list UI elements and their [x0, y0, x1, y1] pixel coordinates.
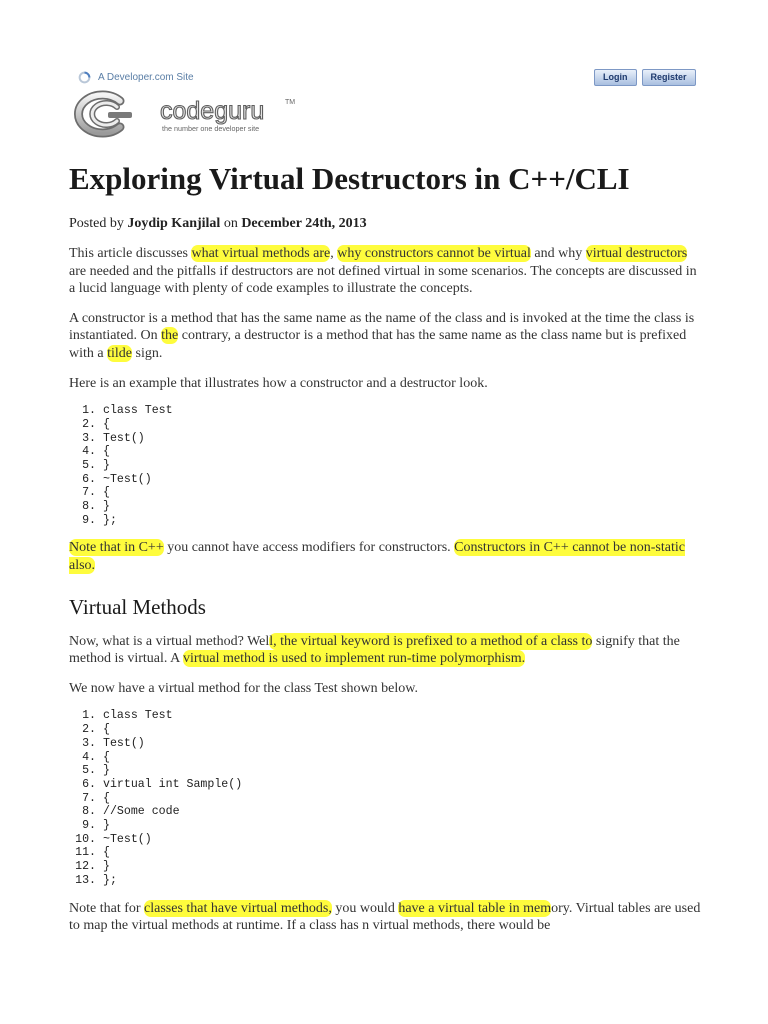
code-line-number: 3.: [82, 431, 96, 445]
code-text: Test(): [103, 431, 145, 445]
text-segment: cle discusses: [116, 246, 192, 261]
code-line-number: 2.: [82, 723, 96, 737]
code-text: {: [103, 486, 110, 500]
byline-posted-by: Posted by: [69, 216, 124, 231]
code-text: {: [103, 750, 110, 764]
code-text: };: [103, 873, 117, 887]
virtual-example-intro: [69, 680, 701, 698]
intro-paragraph: [69, 245, 701, 298]
code-text: {: [103, 791, 110, 805]
code-text: }: [103, 764, 110, 778]
text-segment: and why: [530, 246, 586, 261]
code-text: ~Test(): [103, 472, 152, 486]
code-text: }: [103, 458, 110, 472]
code-text: }: [103, 819, 110, 833]
code-line-number: 11.: [75, 846, 96, 860]
highlighted-text: the: [161, 328, 179, 344]
code-line-number: 4.: [82, 750, 96, 764]
code-line: [69, 404, 701, 418]
highlighted-text: classes that have virtual methods,: [144, 900, 332, 916]
code-line-number: 4.: [82, 445, 96, 459]
code-line-number: 5.: [82, 764, 96, 778]
code-line: [69, 874, 701, 888]
byline-date: December 24th, 2013: [241, 216, 367, 231]
code-line-number: 5.: [82, 458, 96, 472]
highlighted-text: virtual destructors: [585, 246, 688, 261]
highlighted-text: Constructors in C++ cannot be non-static also.: [69, 540, 685, 574]
code-line-number: 2.: [82, 417, 96, 431]
text-segment: ory. Virtual tables are used to map the virtual methods at runtime. If a class has n virtual methods, there would be: [69, 900, 701, 934]
svg-text:the number one developer site: the number one developer site: [162, 124, 260, 133]
code-line: [69, 778, 701, 792]
code-line: [69, 737, 701, 751]
code-block-virtual-method: [69, 709, 701, 887]
code-line: [69, 473, 701, 487]
codeguru-logo[interactable]: [68, 86, 308, 147]
highlighted-text: have a virtual table in mem: [398, 900, 552, 916]
code-line-number: 12.: [75, 860, 96, 874]
code-line-number: 1.: [82, 709, 96, 723]
code-line-number: 3.: [82, 736, 96, 750]
text-segment: ,: [330, 246, 338, 261]
highlighted-text: tilde: [107, 345, 132, 361]
svg-text:TM: TM: [285, 99, 296, 106]
example-intro-paragraph: [69, 375, 701, 393]
code-line: [69, 751, 701, 765]
code-line: [69, 860, 701, 874]
text-segment: We now have a virtual method for the class Test shown below.: [69, 680, 418, 696]
text-segment: are needed and the pitfalls if destructors are not defined virtual in some scenarios. The concepts are discussed in a lucid language with plenty of code examples to illustrate the concepts.: [69, 263, 697, 297]
text-segment: Note that for: [69, 900, 145, 916]
code-line: [69, 486, 701, 500]
code-line: [69, 819, 701, 833]
code-line: [69, 709, 701, 723]
constructor-paragraph: [69, 310, 701, 363]
code-line-number: 10.: [75, 832, 96, 846]
code-line: [69, 459, 701, 473]
code-text: }: [103, 500, 110, 514]
highlighted-text: why constructors cannot be virtual: [337, 246, 531, 261]
article-title: Exploring Virtual Destructors in C++/CLI: [69, 161, 630, 196]
code-line-number: 13.: [75, 873, 96, 887]
code-line: [69, 418, 701, 432]
code-line: [69, 723, 701, 737]
register-button[interactable]: Register: [642, 69, 696, 86]
code-line-number: 9.: [82, 513, 96, 527]
code-line: [69, 833, 701, 847]
virtual-table-paragraph: [69, 900, 701, 935]
byline-on: on: [223, 216, 238, 231]
code-text: Test(): [103, 736, 145, 750]
code-text: ~Test(): [103, 832, 152, 846]
code-text: //Some code: [103, 805, 180, 819]
code-line: [69, 805, 701, 819]
code-line-number: 7.: [82, 486, 96, 500]
code-line-number: 8.: [82, 805, 96, 819]
code-line-number: 9.: [82, 819, 96, 833]
text-segment: contrary, a destructor is a method that has the same name as the class name but is prefixed with a: [69, 328, 687, 361]
text-segment: A constructor is a method that has the same name as the name of the class and is invoked at the time the class is instantiated. On: [69, 310, 695, 344]
text-segment: Here is an example that illustrates how a constructor and a destructor look.: [69, 375, 488, 391]
code-line-number: 6.: [82, 777, 96, 791]
developer-site-text[interactable]: A Developer.com Site: [98, 71, 194, 83]
highlighted-text: virtual method is used to implement run-time polymorphism.: [182, 651, 526, 667]
code-line: [69, 792, 701, 806]
code-text: {: [103, 723, 110, 737]
code-line: [69, 514, 701, 528]
code-line: [69, 846, 701, 860]
svg-text:codeguru: codeguru: [160, 97, 265, 125]
virtual-methods-heading: Virtual Methods: [69, 594, 206, 619]
access-modifiers-note: [69, 539, 701, 574]
text-segment: you cannot have access modifiers for constructors.: [163, 540, 455, 556]
code-text: {: [103, 445, 110, 459]
code-text: {: [103, 417, 110, 431]
text-segment: sign.: [132, 345, 163, 361]
code-text: }: [103, 860, 110, 874]
article: [69, 156, 701, 935]
byline-author[interactable]: Joydip Kanjilal: [127, 216, 221, 231]
auth-buttons: [594, 69, 696, 86]
code-line: [69, 432, 701, 446]
text-segment: signify that the method is virtual. A: [69, 633, 680, 667]
byline: [69, 214, 701, 233]
highlighted-text: what virtual methods are: [191, 246, 331, 261]
highlighted-text: l, the virtual keyword is prefixed to a method of a class to: [269, 633, 593, 649]
code-line-number: 6.: [82, 472, 96, 486]
code-text: class Test: [103, 709, 173, 723]
login-button[interactable]: Login: [594, 69, 637, 86]
code-text: {: [103, 846, 110, 860]
code-line: [69, 445, 701, 459]
highlighted-text: Note that in C++: [69, 540, 164, 556]
code-block-constructor-destructor: [69, 404, 701, 527]
code-text: virtual int Sample(): [103, 777, 243, 791]
code-line: [69, 764, 701, 778]
code-line-number: 1.: [82, 404, 96, 418]
developer-site-link[interactable]: [78, 69, 194, 85]
code-line: [69, 500, 701, 514]
developer-logo-icon: [78, 71, 91, 84]
virtual-method-paragraph: [69, 633, 701, 668]
code-text: class Test: [103, 404, 173, 418]
code-line-number: 8.: [82, 500, 96, 514]
code-line-number: 7.: [82, 791, 96, 805]
text-segment: you would: [331, 900, 399, 916]
text-segment: This arti: [69, 246, 117, 261]
code-text: };: [103, 513, 117, 527]
text-segment: Now, what is a virtual method? Wel: [69, 633, 270, 649]
